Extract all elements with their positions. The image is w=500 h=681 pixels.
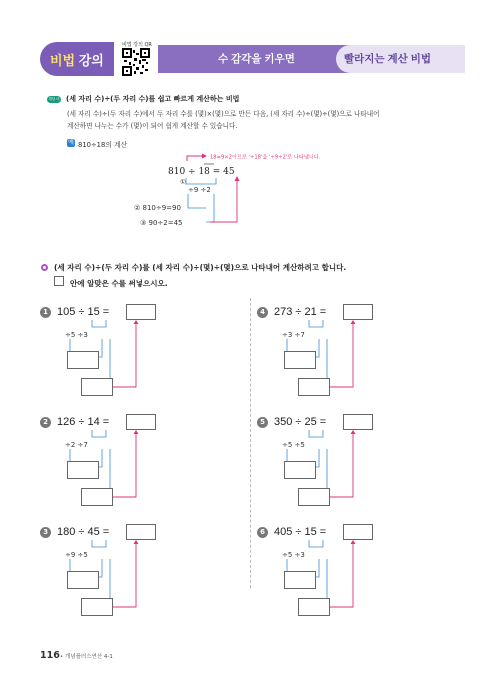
- example-title: 810÷18의 계산: [78, 141, 128, 149]
- step3-line: [206, 194, 214, 222]
- answer-input[interactable]: [126, 304, 156, 320]
- step2-input[interactable]: [298, 488, 330, 506]
- book-title: • 개념플러스연산 4-1: [60, 654, 113, 660]
- step1-input[interactable]: [284, 571, 316, 589]
- step1-input[interactable]: [67, 461, 99, 479]
- problem-5: [257, 413, 447, 518]
- example-split: ÷9 ÷2: [188, 186, 211, 194]
- step1-input[interactable]: [284, 351, 316, 369]
- problem-1: [40, 303, 230, 408]
- problem-expression: 126 ÷ 14 =: [57, 416, 110, 428]
- split-hint: ÷5 ÷3: [282, 551, 305, 559]
- problem-6: [257, 523, 447, 628]
- problem-expression: 105 ÷ 15 =: [57, 306, 110, 318]
- answer-input[interactable]: [126, 524, 156, 540]
- concept-title: (세 자리 수)÷(두 자리 수)를 쉽고 빠르게 계산하는 비법: [66, 95, 240, 103]
- question-text: (세 자리 수)÷(두 자리 수)를 (세 자리 수)÷(몇)÷(몇)으로 나타내어 계산하려고 합니다.: [54, 263, 347, 272]
- note-arrow-head: [202, 154, 207, 159]
- example-badge: 예: [68, 139, 74, 146]
- column-divider: [250, 298, 251, 588]
- step2-input[interactable]: [81, 488, 113, 506]
- step2-input[interactable]: [81, 378, 113, 396]
- problem-number: 4: [257, 307, 268, 318]
- problem-number: 6: [257, 527, 268, 538]
- note-arrow: [187, 156, 202, 161]
- problem-number: 3: [40, 527, 51, 538]
- problem-expression: 350 ÷ 25 =: [274, 416, 327, 428]
- example-main-equation: 810 ÷ 18 = 45: [168, 167, 235, 177]
- question-instruction: 안에 알맞은 수를 써넣으시오.: [70, 279, 168, 288]
- problem-number: 2: [40, 417, 51, 428]
- result-arrow-head: [235, 176, 240, 181]
- qr-label: 비법 강의 QR: [122, 42, 152, 48]
- step2-input[interactable]: [298, 378, 330, 396]
- problem-2: [40, 413, 230, 518]
- problem-number: 1: [40, 307, 51, 318]
- example-step3: ③ 90÷2=45: [140, 219, 183, 227]
- answer-input[interactable]: [343, 524, 373, 540]
- concept-body-line: (세 자리 수)÷(두 자리 수)에서 두 자리 수를 (몇)×(몇)으로 만든 다음, (세 자리 수)÷(몇)÷(몇)으로 나타내어: [67, 110, 380, 118]
- concept-badge: 개념 더하기: [48, 97, 60, 108]
- header-tail-text: 빨라지는 계산 비법: [344, 53, 431, 65]
- split-hint: ÷5 ÷3: [65, 331, 88, 339]
- example-note: 18=9×2이므로 '÷18'을 '÷9÷2'로 나타냅니다.: [210, 154, 321, 161]
- problem-expression: 180 ÷ 45 =: [57, 526, 110, 538]
- question-bullet-icon: [41, 264, 48, 271]
- answer-input[interactable]: [126, 414, 156, 430]
- problem-expression: 273 ÷ 21 =: [274, 306, 327, 318]
- example-diagram: [130, 148, 360, 230]
- split-bracket: [186, 178, 216, 184]
- step2-line: [188, 194, 206, 208]
- step2-input[interactable]: [298, 598, 330, 616]
- header-band-text: 수 감각을 키우면: [218, 53, 295, 65]
- problem-3: [40, 523, 230, 628]
- header-title-highlight: 비법: [50, 53, 76, 68]
- problem-4: [257, 303, 447, 408]
- page-number: 116: [40, 650, 60, 661]
- problem-number: 5: [257, 417, 268, 428]
- concept-body: [67, 108, 447, 132]
- step1-input[interactable]: [67, 351, 99, 369]
- header-title: [50, 50, 104, 69]
- split-hint: ÷3 ÷7: [282, 331, 305, 339]
- qr-code-icon[interactable]: [122, 48, 150, 76]
- answer-box-sample: [54, 276, 64, 286]
- problem-expression: 405 ÷ 15 =: [274, 526, 327, 538]
- split-hint: ÷9 ÷5: [65, 551, 88, 559]
- example-step2: ② 810÷9=90: [134, 204, 181, 212]
- split-hint: ÷2 ÷7: [65, 441, 88, 449]
- concept-body-line: 계산하면 나누는 수가 (몇)이 되어 쉽게 계산할 수 있습니다.: [67, 122, 238, 130]
- header-banner: [40, 40, 465, 78]
- step2-input[interactable]: [81, 598, 113, 616]
- answer-input[interactable]: [343, 304, 373, 320]
- step1-input[interactable]: [67, 571, 99, 589]
- split-hint: ÷5 ÷5: [282, 441, 305, 449]
- step1-input[interactable]: [284, 461, 316, 479]
- answer-input[interactable]: [343, 414, 373, 430]
- step-marker: ①: [180, 178, 186, 186]
- header-title-rest: 강의: [75, 53, 104, 68]
